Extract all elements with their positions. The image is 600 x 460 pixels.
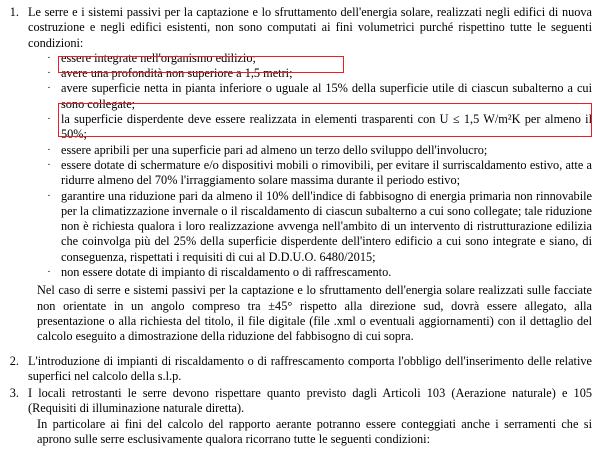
list-item [37,112,600,143]
list-item [37,81,600,112]
bullet-text: garantire una riduzione pari da almeno il 10% dell'indice di fabbisogno di energia primaria non rinnovabile per la climatizzazione invernale o il riscaldamento di ciascun subalterno a cui sono collegate; tale riduzione non è richiesta qualora i loro realizzazione avvenga nell'ambito di un intervento di ristrutturazione edilizia che coinvolga più del 25% della superficie disperdente dell'intero edificio a cui sono integrate e siano, di conseguenza, rispettati i requisiti di cui al D.D.U.O. 6480/2015; [61,188,592,264]
bullet-text: essere dotate di schermature e/o dispositivi mobili o rimovibili, per evitare il surriscaldamento estivo, atte a ridurre almeno del 70% l'irraggiamento solare massima durante il periodo estivo; [61,157,592,188]
bullet-icon: · [47,266,51,279]
list-item [0,0,600,51]
bullet-icon: · [47,189,51,202]
list-item-text: L'introduzione di impianti di riscaldamento o di raffrescamento comporta l'obbligo dell'inserimento delle relative superfici nel calcolo della s.l.p. [28,353,592,383]
paragraph-closing-item-1: Nel caso di serre e sistemi passivi per la captazione e lo sfruttamento dell'energia solare realizzati sulle facciate non orientate in un angolo compreso tra ±45° rispetto alla direzione sud, dovrà essere allegato, alla presentazione o alla richiesta del titolo, il file digitale (file .xml o eventuali aggiornamenti) con il dettaglio del calcolo eseguito a dimostrazione della riduzione del fabbisogno di cui sopra. [37,283,592,344]
bullet-icon: · [47,67,51,80]
bullet-icon: · [47,158,51,171]
bullet-icon: · [47,51,51,64]
list-item-number: 1. [9,5,19,19]
list-item [0,354,600,385]
bullet-icon: · [47,113,51,126]
list-item-text: I locali retrostanti le serre devono rispettare quanto previsto dagli Articoli 103 (Aerazione naturale) e 105 (Requisiti di illuminazione naturale diretta). [28,386,592,416]
list-item-number: 3. [9,386,19,401]
bullet-text: avere superficie netta in pianta inferiore o uguale al 15% della superficie utile di ciascun subalterno a cui sono collegate; [61,81,592,111]
sub-bullet-list [37,51,600,280]
paragraph-closing-item-3: In particolare ai fini del calcolo del rapporto aerante potranno essere conteggiati anche i serramenti che si aprono sulle serre esclusivamente qualora ricorrano tutte le seguenti condizioni: [37,416,592,447]
bullet-text-highlighted-depth: avere una profondità non superiore a 1,5 metri; [61,66,293,81]
bullet-text: essere integrate nell'organismo edilizio; [61,50,256,65]
list-item [37,158,600,189]
list-item [37,143,600,158]
list-item-text: Le serre e i sistemi passivi per la captazione e lo sfruttamento dell'energia solare, realizzati negli edifici di nuova costruzione e negli edifici esistenti, non sono computati ai fini volumetrici purché rispettino tutte le seguenti condizioni: [28,5,592,50]
list-item [0,386,600,417]
bullet-text: essere apribili per una superficie pari ad almeno un terzo dello sviluppo dell'involucro; [61,142,488,157]
list-item [37,51,600,66]
list-item [37,66,600,81]
bullet-text: non essere dotate di impianto di riscaldamento o di raffrescamento. [61,265,392,280]
bullet-text-highlighted-transmittance: la superficie disperdente deve essere realizzata in elementi trasparenti con U ≤ 1,5 W/m²K per almeno il 50%; [61,112,592,142]
bullet-icon: · [47,143,51,156]
list-item [37,265,600,280]
list-item-number: 2. [9,353,19,368]
bullet-icon: · [47,82,51,95]
list-item [37,189,600,265]
